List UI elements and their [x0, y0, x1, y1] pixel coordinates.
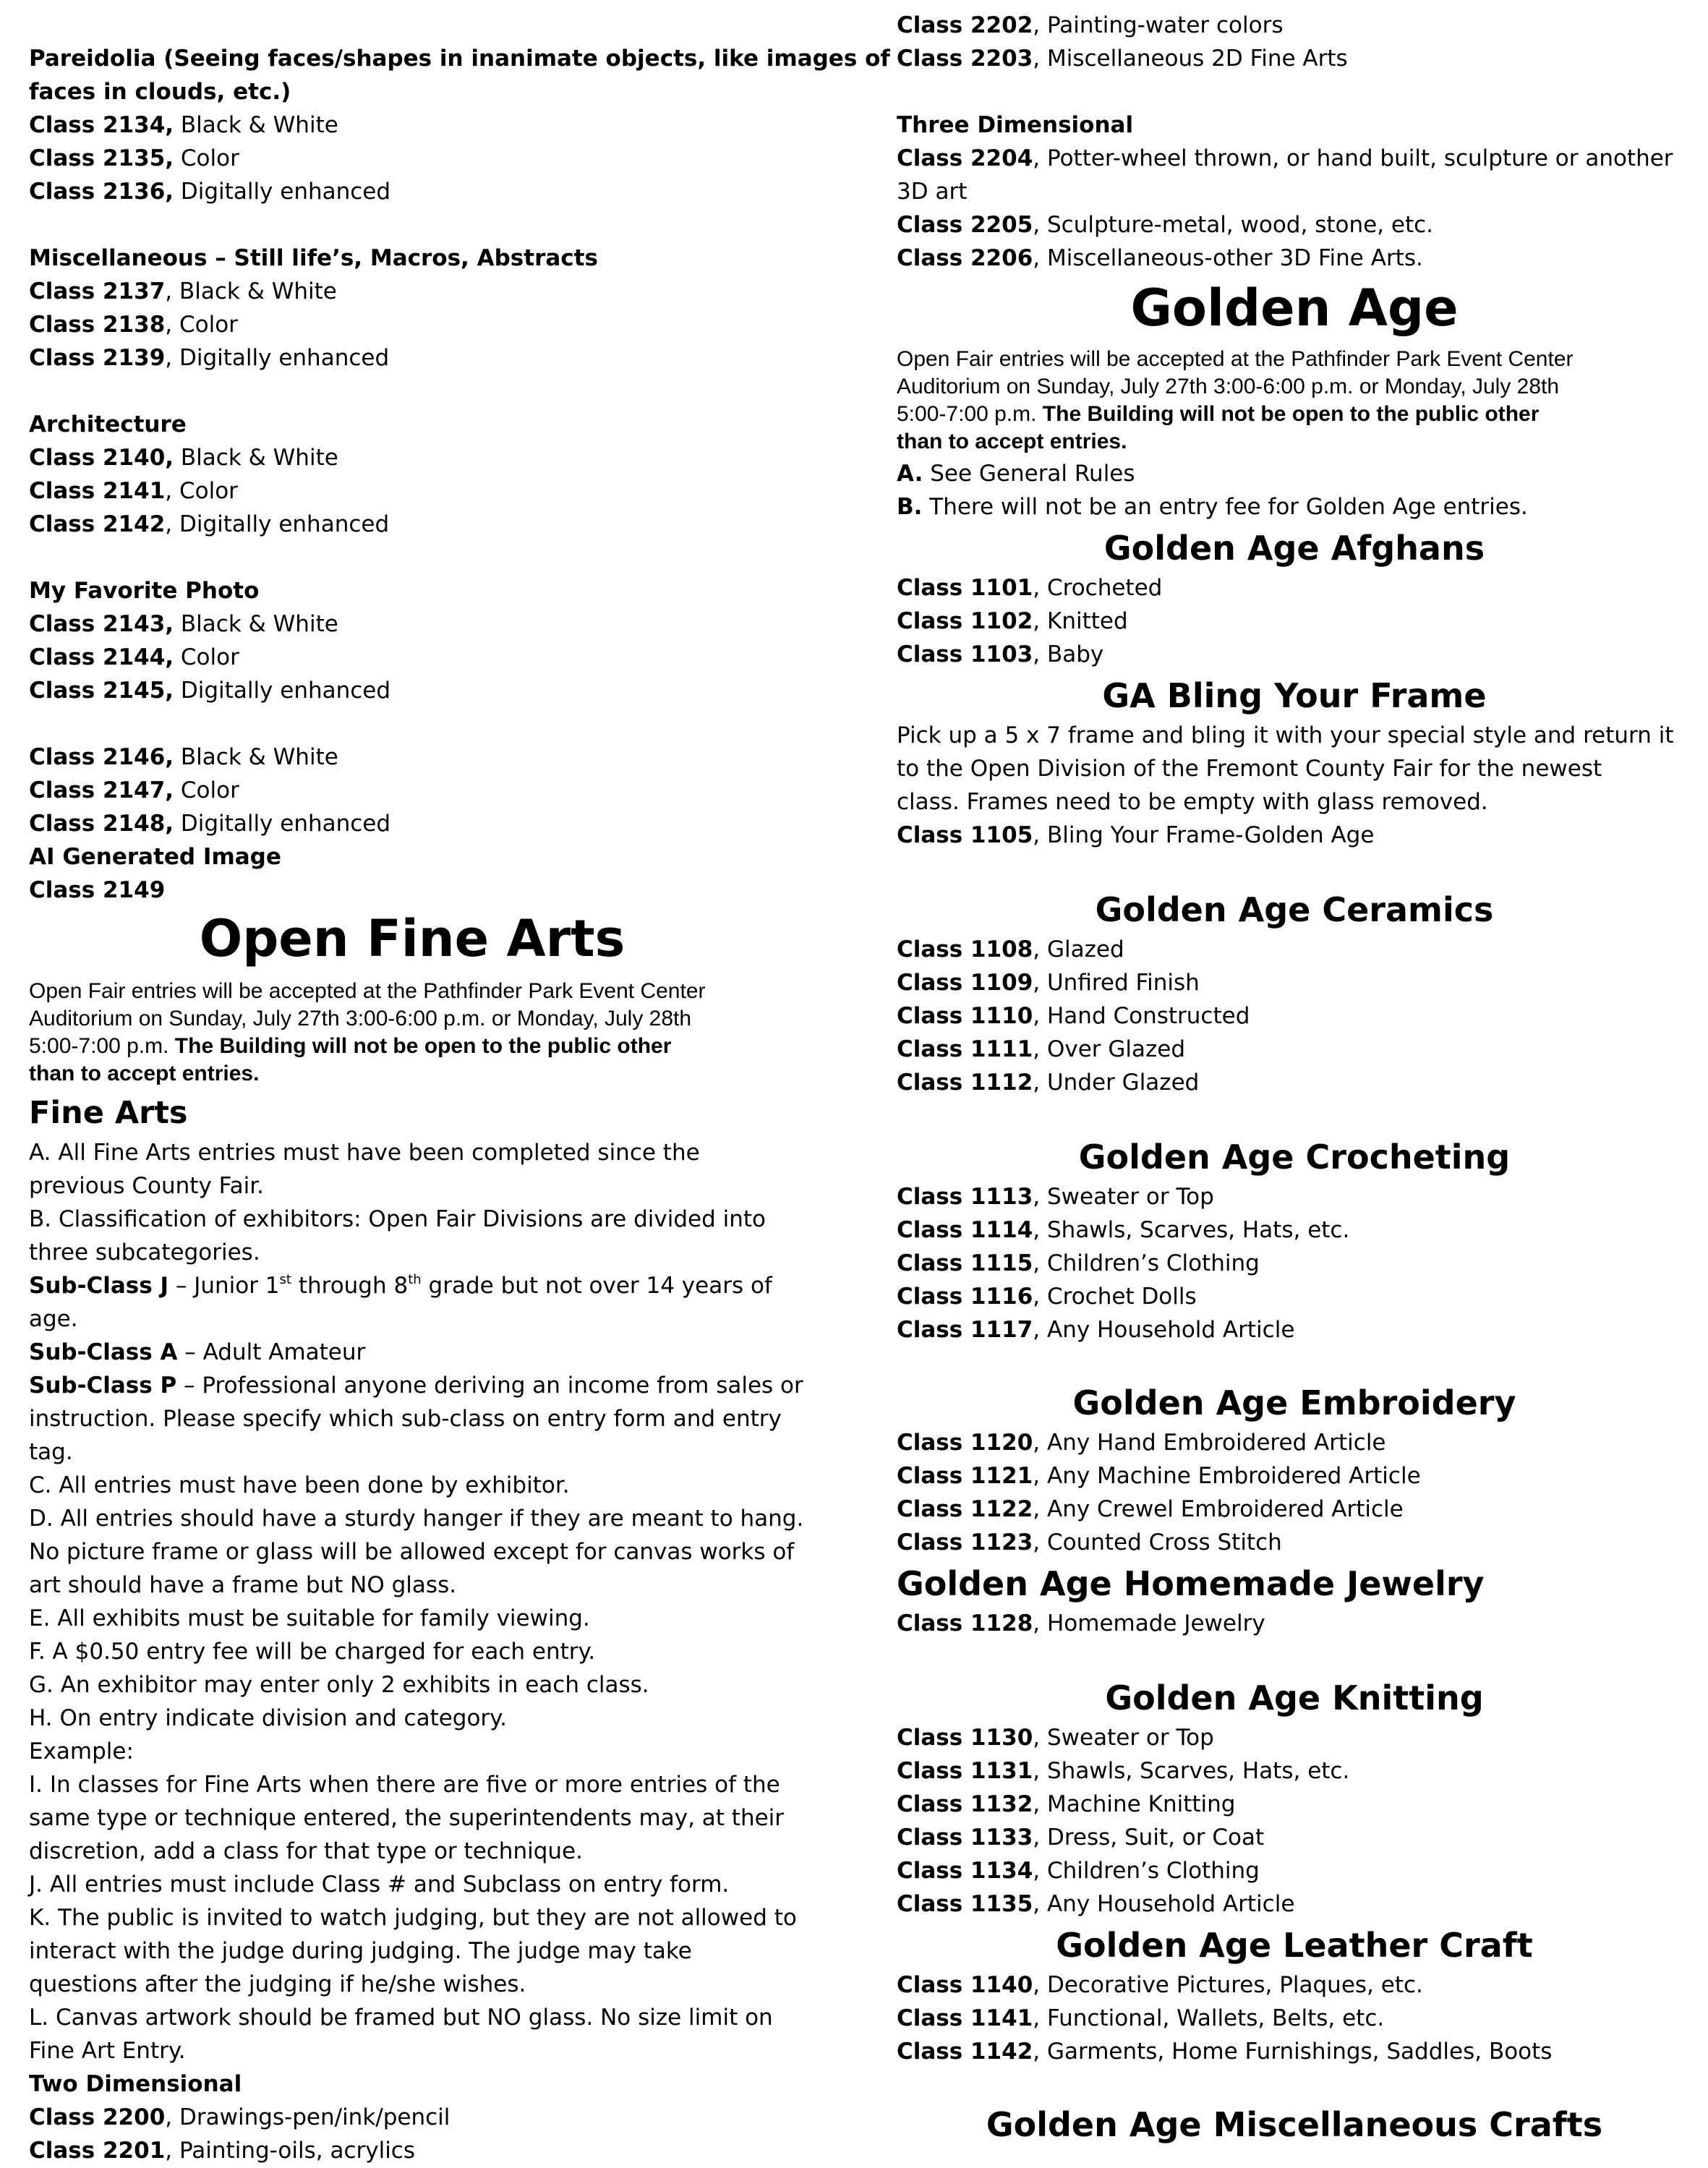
knitting-heading: Golden Age Knitting: [1105, 1678, 1484, 1717]
rule-line: interact with the judge during judging. The judge may take: [29, 1938, 692, 1964]
class-line: Class 1141, Functional, Wallets, Belts, etc.: [897, 2005, 1385, 2031]
rule-line: D. All entries should have a sturdy hanger if they are meant to hang.: [29, 1506, 804, 1532]
favorite-heading: My Favorite Photo: [29, 578, 260, 604]
class-line: Class 1134, Children’s Clothing: [897, 1858, 1260, 1884]
class-line: Class 1112, Under Glazed: [897, 1070, 1200, 1096]
class-line: Class 1132, Machine Knitting: [897, 1791, 1236, 1817]
open-fine-arts-intro: Auditorium on Sunday, July 27th 3:00-6:00 p.m. or Monday, July 28th: [29, 1007, 692, 1030]
golden-age-intro: 5:00-7:00 p.m. The Building will not be open to the public other: [897, 402, 1540, 426]
class-line: Class 2200, Drawings-pen/ink/pencil: [29, 2104, 451, 2130]
misc-heading: Miscellaneous – Still life’s, Macros, Abstracts: [29, 245, 598, 271]
leather-heading: Golden Age Leather Craft: [1056, 1926, 1533, 1965]
rule-line: K. The public is invited to watch judging, but they are not allowed to: [29, 1905, 797, 1931]
rule-line: previous County Fair.: [29, 1173, 265, 1199]
rule-line: G. An exhibitor may enter only 2 exhibits in each class.: [29, 1672, 649, 1698]
class-line-cont: 3D art: [897, 179, 968, 205]
class-line: Class 1108, Glazed: [897, 936, 1124, 963]
class-line: Class 2135, Color: [29, 145, 239, 171]
class-line: Class 2145, Digitally enhanced: [29, 678, 391, 704]
class-line: Class 1130, Sweater or Top: [897, 1725, 1214, 1751]
bling-text: to the Open Division of the Fremont County Fair for the newest: [897, 756, 1602, 782]
embroidery-heading: Golden Age Embroidery: [1072, 1383, 1516, 1422]
rule-line: I. In classes for Fine Arts when there are five or more entries of the: [29, 1772, 780, 1798]
class-line: Class 2138, Color: [29, 312, 238, 338]
class-line: Class 1135, Any Household Article: [897, 1891, 1295, 1917]
rule-line: C. All entries must have been done by exhibitor.: [29, 1472, 570, 1498]
rule-line: age.: [29, 1306, 78, 1332]
class-line: Class 2147, Color: [29, 777, 239, 803]
misc-crafts-heading: Golden Age Miscellaneous Crafts: [986, 2105, 1603, 2144]
class-line: Class 2203, Miscellaneous 2D Fine Arts: [897, 46, 1348, 72]
class-line: Class 1110, Hand Constructed: [897, 1003, 1250, 1029]
class-line: Class 1123, Counted Cross Stitch: [897, 1529, 1282, 1555]
subclass-j: Sub-Class J – Junior 1st through 8th grade but not over 14 years of: [29, 1272, 772, 1299]
rule-line: H. On entry indicate division and category.: [29, 1705, 507, 1731]
pareidolia-heading: Pareidolia (Seeing faces/shapes in inanimate objects, like images of: [29, 46, 890, 72]
afghans-heading: Golden Age Afghans: [1103, 529, 1485, 568]
class-line: Class 2206, Miscellaneous-other 3D Fine Arts.: [897, 245, 1423, 271]
bling-text: class. Frames need to be empty with glass removed.: [897, 789, 1488, 815]
class-line: Class 2201, Painting-oils, acrylics: [29, 2138, 416, 2164]
rule-line: Fine Art Entry.: [29, 2038, 186, 2064]
architecture-heading: Architecture: [29, 411, 187, 438]
jewelry-heading: Golden Age Homemade Jewelry: [897, 1564, 1485, 1603]
class-line: Class 1128, Homemade Jewelry: [897, 1610, 1265, 1636]
class-line: Class 1114, Shawls, Scarves, Hats, etc.: [897, 1217, 1350, 1243]
class-line: Class 2148, Digitally enhanced: [29, 811, 391, 837]
rule-line: B. Classification of exhibitors: Open Fair Divisions are divided into: [29, 1206, 766, 1232]
class-line: Class 1101, Crocheted: [897, 575, 1163, 601]
subclass-p: Sub-Class P – Professional anyone deriving an income from sales or: [29, 1373, 803, 1399]
open-fine-arts-title: Open Fine Arts: [199, 909, 625, 968]
class-line: Class 1116, Crochet Dolls: [897, 1284, 1197, 1310]
rule-line: same type or technique entered, the superintendents may, at their: [29, 1805, 785, 1831]
ai-heading: AI Generated Image: [29, 844, 281, 870]
class-line: Class 2136, Digitally enhanced: [29, 179, 391, 205]
open-fine-arts-intro: than to accept entries.: [29, 1062, 260, 1085]
class-line: Class 1122, Any Crewel Embroidered Article: [897, 1496, 1404, 1522]
class-line: Class 1113, Sweater or Top: [897, 1184, 1214, 1210]
open-fine-arts-intro: Open Fair entries will be accepted at the Pathfinder Park Event Center: [29, 979, 706, 1003]
rule-line: discretion, add a class for that type or technique.: [29, 1838, 583, 1864]
crocheting-heading: Golden Age Crocheting: [1078, 1138, 1511, 1177]
class-line: Class 1133, Dress, Suit, or Coat: [897, 1825, 1265, 1851]
class-line: Class 1105, Bling Your Frame-Golden Age: [897, 822, 1375, 848]
golden-age-intro: Auditorium on Sunday, July 27th 3:00-6:00 p.m. or Monday, July 28th: [897, 375, 1560, 398]
class-line: Class 1115, Children’s Clothing: [897, 1250, 1260, 1276]
class-line: Class 1121, Any Machine Embroidered Article: [897, 1463, 1421, 1489]
class-line: Class 2139, Digitally enhanced: [29, 345, 390, 371]
rule-line: A. All Fine Arts entries must have been completed since the: [29, 1140, 700, 1166]
pareidolia-heading-cont: faces in clouds, etc.): [29, 79, 291, 105]
class-line: Class 2146, Black & White: [29, 744, 338, 770]
two-d-heading: Two Dimensional: [29, 2071, 242, 2097]
fine-arts-heading: Fine Arts: [29, 1095, 188, 1131]
class-line: Class 1131, Shawls, Scarves, Hats, etc.: [897, 1758, 1350, 1784]
class-line: Class 2140, Black & White: [29, 445, 338, 471]
rule-line: tag.: [29, 1439, 73, 1465]
rule-line: No picture frame or glass will be allowed except for canvas works of: [29, 1539, 795, 1565]
class-line: Class 1140, Decorative Pictures, Plaques, etc.: [897, 1972, 1423, 1998]
rule-line: questions after the judging if he/she wishes.: [29, 1971, 526, 1997]
class-line: Class 1117, Any Household Article: [897, 1317, 1295, 1343]
class-line: Class 1120, Any Hand Embroidered Article: [897, 1430, 1386, 1456]
rule-line: L. Canvas artwork should be framed but NO glass. No size limit on: [29, 2005, 773, 2031]
bling-heading: GA Bling Your Frame: [1102, 676, 1487, 715]
class-line: Class 2137, Black & White: [29, 278, 337, 304]
class-line: Class 1102, Knitted: [897, 608, 1128, 634]
open-fine-arts-intro: 5:00-7:00 p.m. The Building will not be open to the public other: [29, 1034, 672, 1058]
ceramics-heading: Golden Age Ceramics: [1095, 890, 1494, 929]
rule-line: F. A $0.50 entry fee will be charged for each entry.: [29, 1639, 596, 1665]
rule-line: E. All exhibits must be suitable for family viewing.: [29, 1605, 590, 1631]
golden-age-intro: than to accept entries.: [897, 430, 1127, 453]
rule-line: J. All entries must include Class # and Subclass on entry form.: [29, 1872, 730, 1898]
class-line: Class 1103, Baby: [897, 641, 1104, 667]
golden-age-intro: Open Fair entries will be accepted at the Pathfinder Park Event Center: [897, 347, 1574, 371]
three-d-heading: Three Dimensional: [897, 112, 1134, 138]
class-line: Class 2205, Sculpture-metal, wood, stone, etc.: [897, 212, 1434, 238]
class-line: Class 1142, Garments, Home Furnishings, Saddles, Boots: [897, 2039, 1553, 2065]
class-line: Class 2204, Potter-wheel thrown, or hand built, sculpture or another: [897, 145, 1673, 171]
subclass-a: Sub-Class A – Adult Amateur: [29, 1339, 366, 1365]
class-line: Class 2143, Black & White: [29, 611, 338, 637]
rule-line: three subcategories.: [29, 1239, 260, 1266]
bling-text: Pick up a 5 x 7 frame and bling it with your special style and return it: [897, 722, 1674, 748]
class-line: Class 2202, Painting-water colors: [897, 12, 1284, 38]
golden-age-rule-a: A. See General Rules: [897, 461, 1135, 487]
golden-age-rule-b: B. There will not be an entry fee for Golden Age entries.: [897, 494, 1528, 520]
rule-line: instruction. Please specify which sub-class on entry form and entry: [29, 1406, 782, 1432]
class-line: Class 2149: [29, 877, 166, 903]
class-line: Class 1111, Over Glazed: [897, 1036, 1186, 1062]
class-line: Class 2141, Color: [29, 478, 238, 504]
golden-age-title: Golden Age: [1130, 278, 1459, 338]
class-line: Class 1109, Unfired Finish: [897, 970, 1200, 996]
class-line: Class 2142, Digitally enhanced: [29, 511, 390, 537]
rule-line: art should have a frame but NO glass.: [29, 1572, 457, 1598]
rule-line: Example:: [29, 1738, 134, 1764]
class-line: Class 2144, Color: [29, 644, 239, 670]
class-line: Class 2134, Black & White: [29, 112, 338, 138]
